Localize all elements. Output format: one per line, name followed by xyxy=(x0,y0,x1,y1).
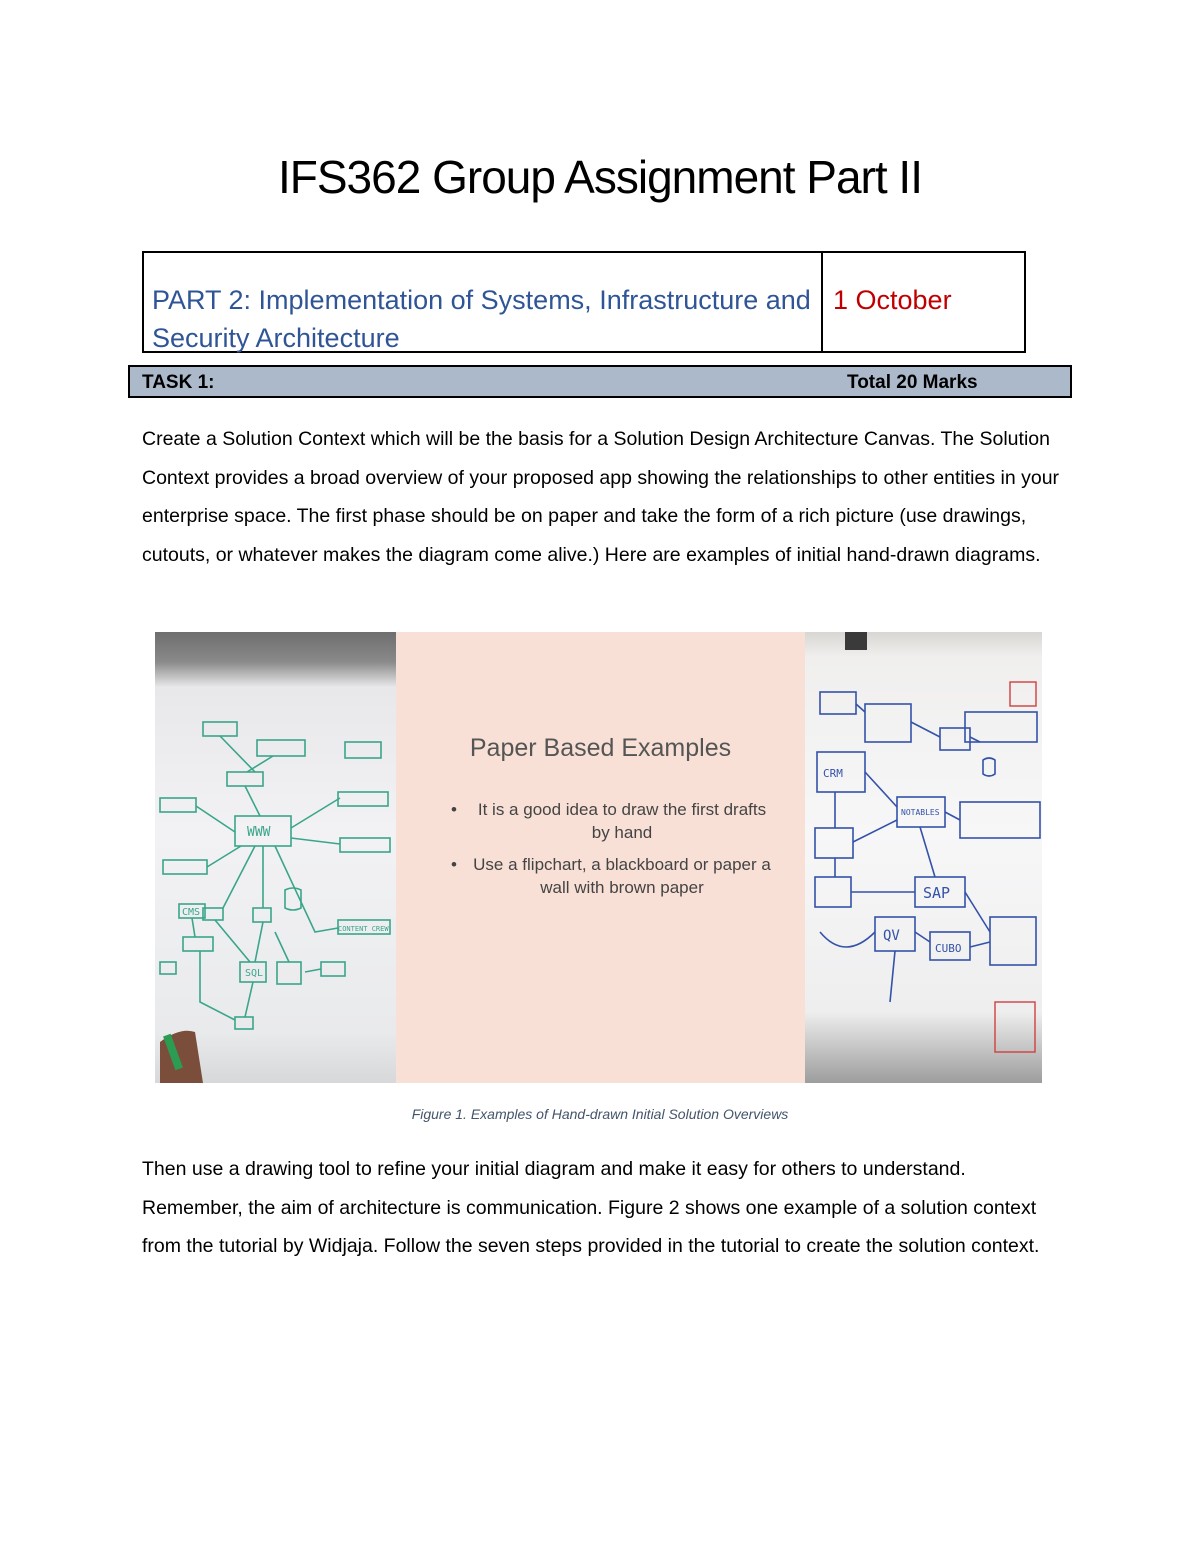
part-description: PART 2: Implementation of Systems, Infrastructure and Security Architecture xyxy=(144,253,823,351)
slide-bullet-item xyxy=(451,853,771,899)
bullet-icon: • xyxy=(451,855,457,874)
qv-label: QV xyxy=(883,928,900,944)
slide-bullet-list xyxy=(451,798,771,908)
cms-label: CMS xyxy=(182,907,201,918)
due-date: 1 October xyxy=(833,285,952,315)
left-flipchart-drawing xyxy=(155,632,396,1083)
content-crew-label: CONTENT CREW xyxy=(338,925,389,933)
task-header-bar xyxy=(128,365,1072,398)
refinement-paragraph: Then use a drawing tool to refine your initial diagram and make it easy for others to understand. Remember, the aim of architecture is communication. Figure 2 shows one example of a solution context from the tutorial by Widjaja. Follow the seven steps provided in the tutorial to create the solution context. xyxy=(142,1158,1040,1257)
slide-bullet-text: It is a good idea to draw the first drafts by hand xyxy=(477,800,767,842)
www-label: WWW xyxy=(247,825,271,840)
notables-label: NOTABLES xyxy=(901,808,940,817)
document-title: IFS362 Group Assignment Part II xyxy=(278,151,922,203)
sap-label: SAP xyxy=(923,884,951,902)
figure-caption: Figure 1. Examples of Hand-drawn Initial Solution Overviews xyxy=(411,1106,789,1122)
task-description-paragraph: Create a Solution Context which will be the basis for a Solution Design Architecture Canvas. The Solution Context provides a broad overview of your proposed app showing the relationships to other entities in your enterprise space. The first phase should be on paper and take the form of a rich picture (use drawings, cutouts, or whatever makes the diagram come alive.) Here are examples of initial hand-drawn diagrams. xyxy=(142,428,1060,566)
slide-bullet-text: Use a flipchart, a blackboard or paper a wall with brown paper xyxy=(473,855,771,897)
task-label: TASK 1: xyxy=(142,372,215,393)
slide-title: Paper Based Examples xyxy=(469,734,732,762)
bullet-icon: • xyxy=(451,800,457,819)
cubo-label: CUBO xyxy=(935,942,962,955)
left-flipchart-photo xyxy=(155,632,396,1083)
slide-bullet-item xyxy=(451,798,771,844)
sql-label: SQL xyxy=(245,968,264,979)
figure-1-image xyxy=(155,632,1042,1083)
part-table xyxy=(142,251,1026,353)
crm-label: CRM xyxy=(823,767,843,780)
task-marks: Total 20 Marks xyxy=(847,372,978,393)
slide-panel xyxy=(396,632,805,1083)
right-flipchart-photo xyxy=(805,632,1042,1083)
right-flipchart-drawing xyxy=(805,632,1042,1083)
